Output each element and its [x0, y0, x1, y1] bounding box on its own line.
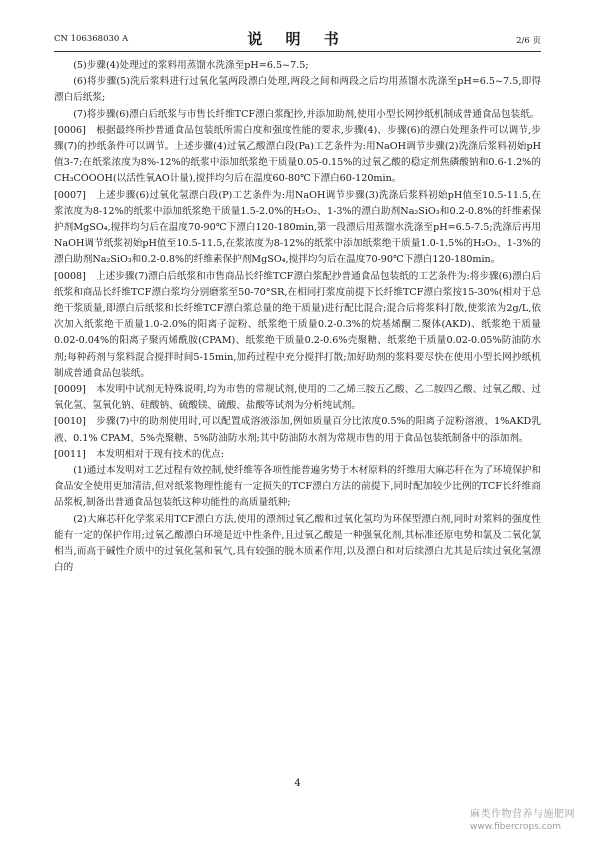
paragraph-step-5: (5)步骤(4)处理过的浆料用蒸馏水洗涤至pH=6.5~7.5; [73, 60, 309, 71]
watermark-url: www.fibercrops.com [470, 822, 561, 832]
paragraph-0008: [0008] 上述步骤(7)漂白后纸浆和市售商品长纤维TCF漂白浆配抄普通食品包装纸的工艺条件为:将步骤(6)漂白后纸浆和商品长纤维TCF漂白浆均分别磨浆至50-70°SR,在相同打浆度前提下长纤维TCF漂白浆按15-30%(相对于总绝干浆质量,即漂白后纸浆和长纤维TCF漂白浆总量的绝干质量)进行配比混合;混合后将浆料打散,使浆浓为2g/L,依次加入纸浆绝干质量1.0-2.0%的阳离子淀粉、纸浆绝干质量0.2-0.3%的烷基烯酮二聚体(AKD)、纸浆绝干质量0.02-0.04%的阳离子聚丙烯酰胺(CPAM)、纸浆绝干质量0.2-0.6%壳聚糖、纸浆绝干质量0.02-0.05%防油防水剂;每种药剂与浆料混合搅拌时间5-15min,加药过程中充分搅拌打散;加好助剂的浆料要尽快在使用小型长网抄纸机制成普通食品包装纸。 [54, 270, 541, 379]
paragraph-number: [0006] [54, 124, 86, 136]
paragraph-number: [0010] [54, 416, 86, 428]
header-rule [54, 51, 541, 52]
doc-number: CN 106368030 A [54, 34, 129, 44]
paragraph-advantage-2: (2)大麻芯秆化学浆采用TCF漂白方法,使用的漂剂过氧乙酸和过氧化氢均为环保型漂白剂,同时对浆料的强度性能有一定的保护作用;过氧乙酸漂白环境是近中性条件,且过氧乙酸是一种强氧化剂,其标准还原电势和氯及二氧化氯相当,而高于碱性介质中的过氧化氢和氧气,具有较强的脱木质素作用,以及漂白和对后续漂白尤其是后续过氧化氢漂白的 [54, 513, 541, 574]
paragraph-number: [0008] [54, 270, 86, 282]
paragraph-0009: [0009] 本发明中试剂无特殊说明,均为市售的常规试剂,使用的二乙烯三胺五乙酸、乙二胺四乙酸、过氧乙酸、过氧化氢、氢氧化钠、硅酸钠、硫酸镁、硫酸、盐酸等试剂为分析纯试剂。 [54, 384, 541, 412]
paragraph-step-7: (7)将步骤(6)漂白后纸浆与市售长纤维TCF漂白浆配抄,并添加助剂,使用小型长网抄纸机制成普通食品包装纸。 [73, 108, 540, 120]
paragraph-0010: [0010] 步骤(7)中的助剂使用时,可以配置成溶液添加,例如质量百分比浓度0.5%的阳离子淀粉溶液、1%AKD乳液、0.1% CPAM、5%壳聚糖、5%防油防水剂;其中防油防水剂为常规市售的用于食品包装纸制备中的添加剂。 [54, 416, 541, 444]
paragraph-0011: [0011] 本发明相对于现有技术的优点: [54, 447, 541, 463]
paragraph-0007: [0007] 上述步骤(6)过氧化氢漂白段(P)工艺条件为:用NaOH调节步骤(3)洗涤后浆料初始pH值至10.5-11.5,在浆浓度为8-12%的纸浆中添加纸浆绝干质量1.5-2.0%的H₂O₂、1-3%的漂白助剂Na₂SiO₃和0.2-0.8%的纤维素保护剂MgSO₄,搅拌均匀后在温度70-90℃下漂白120-180min,第一段漂后用蒸馏水洗涤至pH=6.5-7.5;洗涤后再用NaOH调节纸浆初始pH值至10.5-11.5,在浆浓度为8-12%的纸浆中添加纸浆绝干质量1.0-1.5%的H₂O₂、1-3%的漂白助剂Na₂SiO₃和0.2-0.8%的纤维素保护剂MgSO₄,搅拌均匀后在温度70-90℃下漂白120-180min。 [54, 189, 541, 266]
paragraph-number: [0009] [54, 384, 86, 396]
paragraph-number: [0011] [54, 448, 86, 460]
paragraph-step-6: (6)将步骤(5)洗后浆料进行过氧化氢两段漂白处理,两段之间和两段之后均用蒸馏水洗涤至pH=6.5~7.5,即得漂白后纸浆; [54, 76, 541, 104]
doc-title: 说 明 书 [247, 30, 348, 48]
page-indicator: 2/6 页 [516, 36, 541, 46]
paragraph-number: [0007] [54, 189, 86, 201]
watermark-site-name: 麻类作物营养与施肥网 [470, 809, 575, 820]
paragraph-advantage-1: (1)通过本发明对工艺过程有效控制,使纤维等各项性能普遍劣势于木材原料的纤维用大麻芯秆在为了环境保护和食品安全使用更加清洁,但对纸浆物理性能有一定损失的TCF漂白方法的前提下,同时配加较少比例的TCF长纤维商品浆板,制备出普通食品包装纸这种功能性的高质量纸种; [54, 465, 541, 509]
paragraph-0006: [0006] 根据最终所抄普通食品包装纸所需白度和强度性能的要求,步骤(4)、步骤(6)的漂白处理条件可以调节,步骤(7)的抄纸条件可以调节。上述步骤(4)过氧乙酸漂白段(Pa)工艺条件为:用NaOH调节步骤(2)洗涤后浆料初始pH值3-7;在纸浆浓度为8%-12%的纸浆中添加纸浆绝干质量0.05-0.15%的过氧乙酸的稳定剂焦磷酸钠和0.6-1.2%的CH₃COOOH(以活性氧AO计量),搅拌均匀后在温度60-80℃下漂白60-120min。 [54, 124, 541, 185]
page-header [54, 28, 541, 50]
page-number: 4 [294, 778, 301, 789]
site-watermark [470, 805, 590, 832]
document-body [54, 58, 541, 577]
